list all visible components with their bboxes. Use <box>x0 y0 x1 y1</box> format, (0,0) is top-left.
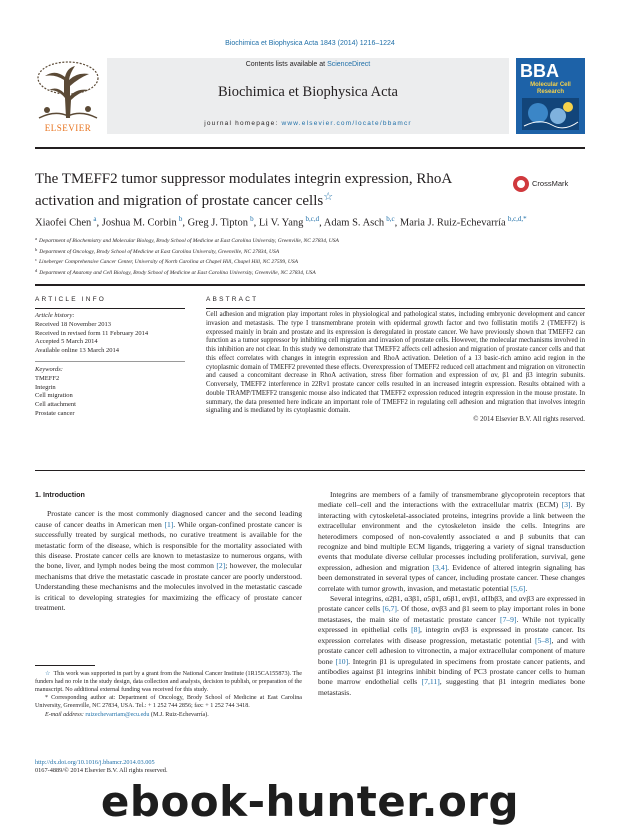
affiliation-item <box>35 267 585 278</box>
citation-link[interactable]: [3] <box>561 500 571 510</box>
abstract-body <box>206 311 585 425</box>
rights-line: 0167-4889/© 2014 Elsevier B.V. All rights reserved. <box>35 767 168 774</box>
author-name[interactable]: Xiaofei Chen <box>35 217 92 229</box>
keywords <box>35 366 185 419</box>
paragraph-text: . Integrin β1 is upregulated in specimens from prostate cancer patients, and antibodies against β1 integrins inhibit binding of PC3 prostate cancer cells to human bone marrow endothelial cells <box>318 656 585 687</box>
author-affil-mark[interactable]: b,c <box>386 215 395 223</box>
elsevier-wordmark: ELSEVIER <box>44 123 92 133</box>
footnote-rule <box>35 665 95 666</box>
abstract-bottom-rule <box>35 470 585 471</box>
affiliation-mark: d <box>35 267 38 273</box>
elsevier-logo[interactable] <box>35 60 101 134</box>
homepage-url-link[interactable]: www.elsevier.com/locate/bbamcr <box>281 120 412 127</box>
author-affil-mark[interactable]: b <box>178 215 183 223</box>
body-column-left <box>35 490 302 613</box>
citation-link[interactable]: [10] <box>335 656 349 666</box>
author-list: Xiaofei Chen $^a$, Joshua M. Corbin $^b$, Greg J. Tipton $^b$, Li V. Yang $^{b,c,d}$, Adam S. Asch $^{b,c}$, Maria J. Ruiz-Echevarría $^{b,c,d,*}$ <box>35 215 527 229</box>
author-name[interactable]: Adam S. Asch <box>323 217 385 229</box>
history-item: Received in revised form 11 February 2014 <box>35 329 149 337</box>
contents-availability <box>107 61 509 68</box>
footnotes <box>35 671 302 721</box>
paragraph-text: . By interacting with cytoskeletal-associated proteins, integrins provide a link between the extracellular environment and the cytoskeleton inside the cells. Integrins are heterodimers composed of non-covalently associated α and β subunits that can recognize and bind multiple ECM ligands, triggering a variety of signal transduction events that modulate diverse cellular processes including proliferation, survival, gene expression, adhesion and migration <box>318 500 585 572</box>
paragraph-text: . Of those, αvβ3 and β1 seem to play important roles in bone metastases, the main site of metastatic prostate cancer <box>318 604 585 624</box>
citation-link[interactable]: [8] <box>411 625 420 635</box>
keyword-item: Cell attachment <box>35 401 76 409</box>
affiliation-text: Department of Anatomy and Cell Biology, Brody School of Medicine at East Carolina University, Greenville, NC 27834, USA <box>39 269 316 276</box>
email-link[interactable]: ruizechevarriam@ecu.edu <box>85 711 150 718</box>
paragraph-text: , suggesting that β1 integrin mediates bone metastasis. <box>318 677 585 697</box>
body-column-right <box>318 490 585 698</box>
corresponding-text: Corresponding author at: Department of Oncology, Brody School of Medicine at East Carolina University, Greenville, NC 27834, USA. Tel.: + 1 252 744 2856; fax: + 1 252 744 3418. <box>35 695 302 710</box>
paragraph-text: , and with prostate cancer cell adhesion to vitronectin, a major extracellular component of mature bone <box>318 635 585 666</box>
abstract-heading: ABSTRACT <box>206 296 259 303</box>
title-footnote-star[interactable]: ☆ <box>323 191 334 203</box>
author-name[interactable]: Joshua M. Corbin <box>101 217 177 229</box>
affiliation-mark: a <box>35 236 37 241</box>
masthead-divider <box>35 147 585 149</box>
intro-paragraph <box>35 509 302 613</box>
intro-paragraph <box>318 594 585 698</box>
abstract-copyright: © 2014 Elsevier B.V. All rights reserved. <box>473 416 585 423</box>
journal-citation[interactable]: Biochimica et Biophysica Acta 1843 (2014) 1216–1224 <box>225 40 395 47</box>
keyword-item: TMEFF2 <box>35 374 60 382</box>
citation-link[interactable]: [7–9] <box>500 614 517 624</box>
keyword-item: Integrin <box>35 383 56 391</box>
author-name[interactable]: Li V. Yang <box>258 217 304 229</box>
author-affil-mark[interactable]: b,c,d <box>305 215 320 223</box>
history-keywords-divider <box>35 361 185 362</box>
affiliation-mark: b <box>35 246 38 252</box>
email-suffix: (M.J. Ruiz-Echevarría). <box>149 711 209 718</box>
affiliation-mark: c <box>35 257 37 263</box>
author-affil-mark[interactable]: a <box>93 215 97 223</box>
doi-link[interactable]: http://dx.doi.org/10.1016/j.bbamcr.2014.03.005 <box>35 759 155 766</box>
abstract-rule <box>206 308 585 309</box>
affiliation-text: Department of Biochemistry and Molecular Biology, Brody School of Medicine at East Carolina University, Greenville, NC 27834, USA <box>39 238 339 244</box>
homepage-prefix: journal homepage: <box>204 120 282 127</box>
corresponding-footnote <box>35 695 302 711</box>
cover-subtitle: Molecular Cell Research <box>530 82 571 95</box>
author-affil-mark[interactable]: b,c,d,* <box>507 215 527 223</box>
paragraph-text: . While organ-confined prostate cancer is successfully treated by surgical methods, no curative treatment is available for the metastatic form of the disease, which is responsible for the mortality associated with this disease. Prostate cancer cells are known to metastasize to numerous organs, with the bone, liver, and lymph nodes being the most common <box>35 519 303 571</box>
journal-name: Biochimica et Biophysica Acta <box>218 84 398 100</box>
journal-masthead <box>35 58 585 134</box>
introduction-heading: 1. Introduction <box>35 490 85 499</box>
journal-cover-thumbnail[interactable] <box>516 58 585 134</box>
affiliation-item <box>35 256 585 267</box>
doi-block <box>35 759 302 775</box>
article-title <box>35 170 475 210</box>
paragraph-text: . While not typically expressed in epithelial cells <box>318 614 585 635</box>
citation-link[interactable]: [1] <box>164 519 174 529</box>
affiliation-text: Lineberger Comprehensive Cancer Center, University of North Carolina at Chapel Hill, Chapel Hill, NC 27599, USA <box>39 259 298 266</box>
corresponding-mark: * <box>45 695 49 702</box>
paragraph-text: Prostate cancer is the most commonly diagnosed cancer and the second leading cause of cancer deaths in American men <box>35 509 302 529</box>
sciencedirect-link[interactable]: ScienceDirect <box>327 61 371 68</box>
contents-prefix: Contents lists available at <box>245 61 328 68</box>
affiliation-item <box>35 246 585 257</box>
citation-link[interactable]: [6,7] <box>382 604 397 614</box>
citation-link[interactable]: [5,6] <box>510 583 526 593</box>
funding-footnote <box>35 671 302 694</box>
history-item: Accepted 5 March 2014 <box>35 338 98 346</box>
history-item: Received 18 November 2013 <box>35 320 111 328</box>
funding-footnote-mark: ☆ <box>45 671 51 677</box>
elsevier-tree-icon <box>35 60 101 120</box>
abstract-text: Cell adhesion and migration play important roles in physiological and pathological states, including embryonic development and cancer invasion and metastasis. The type I transmembrane protein with epidermal growth factor and two follistatin motifs 2 (TMEFF2) is expressed mainly in brain and prostate and its expression is deregulated in prostate cancer. We have previously shown that TMEFF2 can function as a tumor suppressor by inhibiting cell migration and invasion of prostate cells. However, the molecular mechanisms involved in this inhibition are not clear. In this study we demonstrate that TMEFF2 affects cell adhesion and migration of prostate cancer cells and that this effect correlates with changes in integrin expression and RhoA activation. Deletion of a 13 basic-rich amino acid region in the cytoplasmic domain of TMEFF2 prevented these effects. Overexpression of TMEFF2 reduced cell attachment and migration on vitronectin and caused a concomitant decrease in RhoA activation, stress fiber formation and expression of αv, β1 and β3 integrin subunits. Conversely, TMEFF2 interference in 22Rv1 prostate cancer cells resulted in an increased integrin expression. Results obtained with a double TRAMP/TMEFF2 transgenic mouse also indicated that TMEFF2 expression reduced integrin expression in the mouse prostate. In summary, the data presented here indicate an important role of TMEFF2 in regulating cell adhesion and migration that involves integrin signaling and is mediated by its cytoplasmic domain. <box>206 311 585 415</box>
paragraph-text: ; however, the molecular mechanisms that drive the metastatic cascade in prostate cancer are poorly understood. Understanding these mechanisms and the molecules involved in the metastatic cascade is critical to developing strategies for maximizing the efficacy of prostate cancer treatment. <box>35 561 303 613</box>
intro-paragraph <box>318 490 585 594</box>
paragraph-text: , integrin αvβ3 is expressed in prostate cancer. Its expression correlates with disease progression, metastatic potential <box>318 625 585 645</box>
journal-header-box <box>107 58 509 134</box>
journal-homepage <box>107 120 509 127</box>
paragraph-text: Several integrins, α2β1, α3β1, α5β1, α6β1, αvβ1, αIIbβ3, and αvβ3 are expressed in prostate cancer cells <box>318 594 585 614</box>
article-title-text: The TMEFF2 tumor suppressor modulates integrin expression, RhoA activation and migration of prostate cancer cells <box>35 171 452 209</box>
watermark-overlay: ebook-hunter.org <box>0 776 620 827</box>
affiliation-list <box>35 235 585 277</box>
history-item: Available online 13 March 2014 <box>35 347 119 355</box>
citation-link[interactable]: [2] <box>216 561 226 571</box>
funding-text: This work was supported in part by a grant from the National Cancer Institute (1R15CA155873). The funders had no role in the study design, data collection and analysis, decision to publish, or preparation of the manuscript. No additional external funding was received for this study. <box>35 671 302 693</box>
citation-link[interactable]: [7,11] <box>421 677 440 687</box>
citation-link[interactable]: [3,4] <box>432 562 448 572</box>
header-divider <box>35 284 585 286</box>
email-label: E-mail address: <box>45 711 86 718</box>
keyword-item: Prostate cancer <box>35 409 75 417</box>
email-footnote <box>35 712 302 720</box>
crossmark-icon <box>513 176 529 192</box>
article-history <box>35 312 185 356</box>
cover-artwork-icon <box>522 98 579 130</box>
author-name[interactable]: Greg J. Tipton <box>187 217 248 229</box>
paragraph-text: . <box>525 583 528 593</box>
paragraph-text: Integrins are members of a family of transmembrane glycoprotein receptors that mediate cell–cell and the interactions with the extracellular matrix (ECM) <box>318 490 585 510</box>
paragraph-text: . Evidence of altered integrin signaling has been demonstrated in several types of cancer, including prostate cancer. These changes correlate with tumor growth, invasion, and metastatic potential <box>318 562 586 593</box>
crossmark-label: CrossMark <box>532 179 569 188</box>
crossmark-badge[interactable] <box>513 175 585 193</box>
keyword-item: Cell migration <box>35 392 73 400</box>
affiliation-text: Department of Oncology, Brody School of Medicine at East Carolina University, Greenville, NC 27834, USA <box>39 248 280 255</box>
author-affil-mark[interactable]: b <box>250 215 254 223</box>
article-info-rule <box>35 308 185 309</box>
citation-link[interactable]: [5–8] <box>535 635 552 645</box>
author-name[interactable]: Maria J. Ruiz-Echevarría <box>399 217 506 229</box>
article-info-heading: ARTICLE INFO <box>35 296 107 303</box>
history-label: Article history: <box>35 312 75 319</box>
affiliation-item <box>35 235 585 246</box>
keywords-label: Keywords: <box>35 366 63 373</box>
cover-title: BBA <box>520 61 559 81</box>
